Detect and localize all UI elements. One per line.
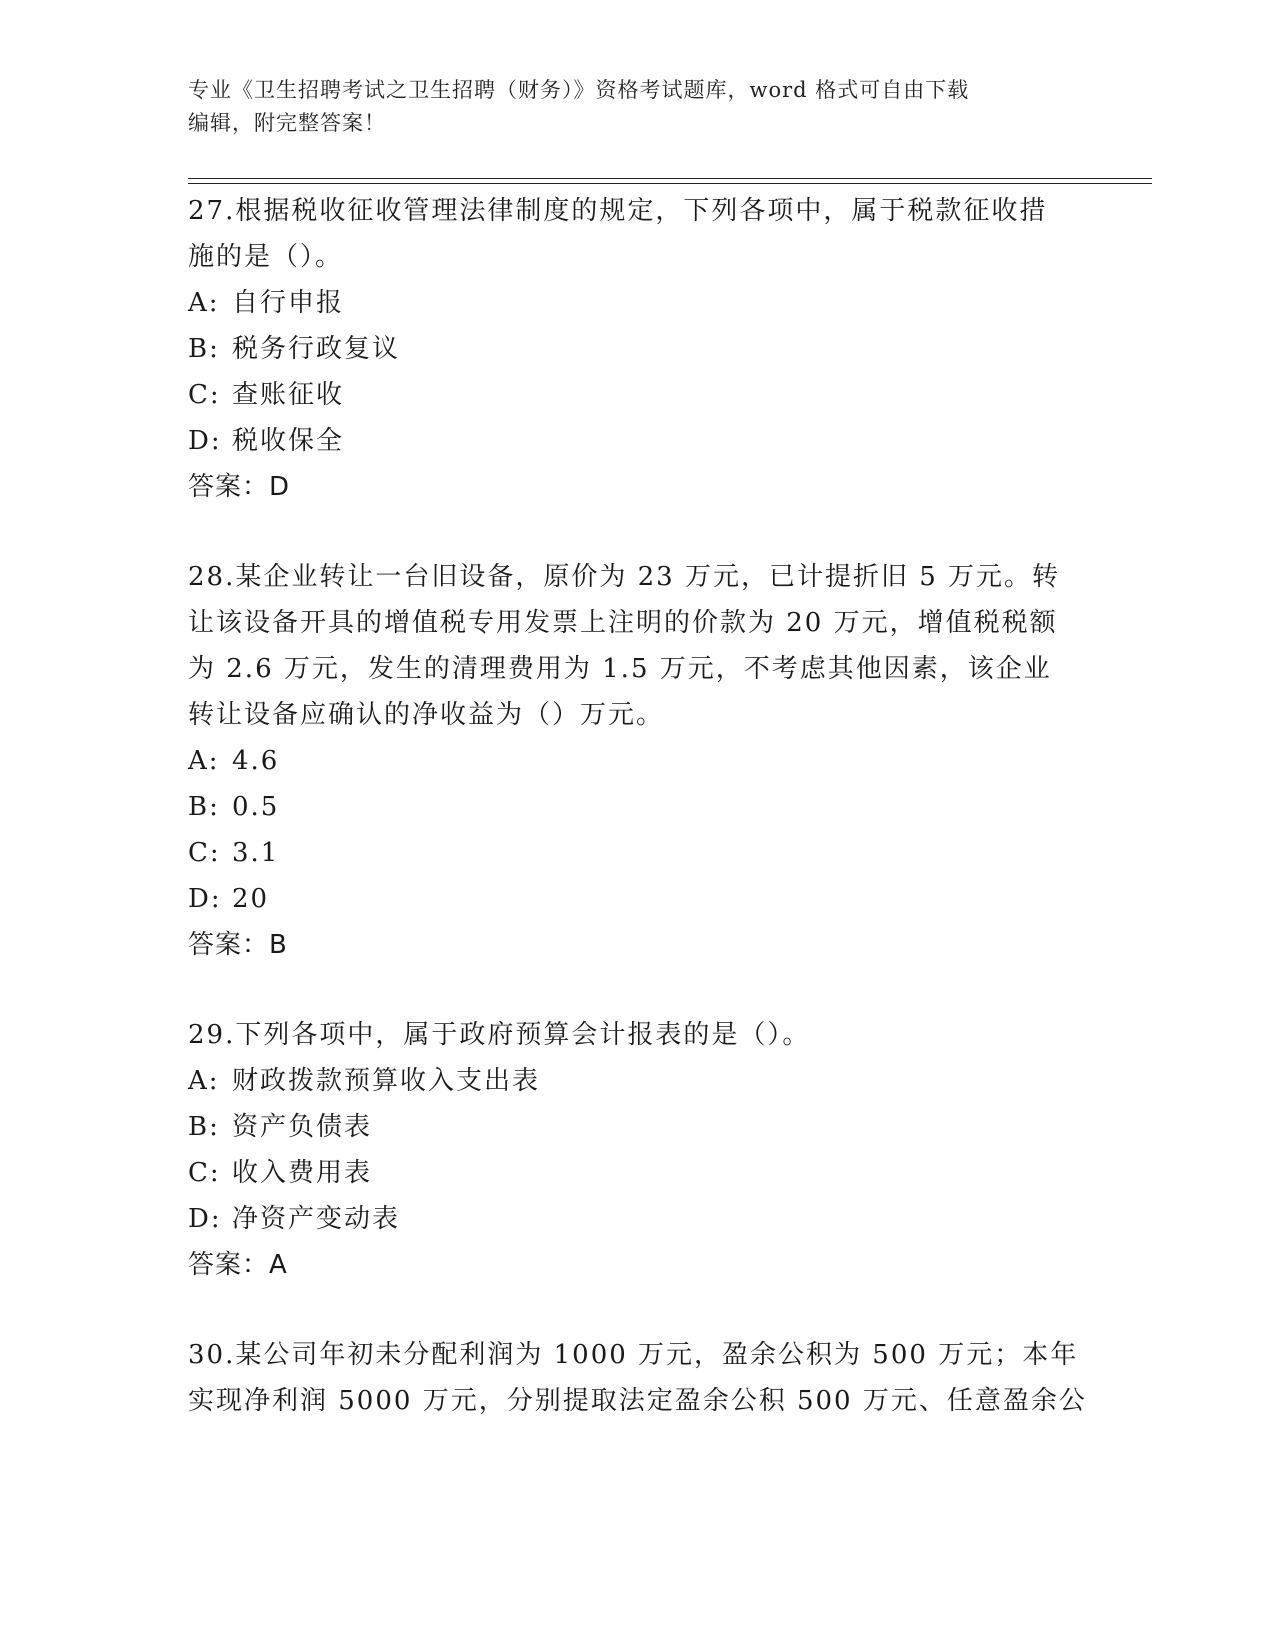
option-text: 4.6 bbox=[232, 746, 280, 776]
option-label: C: bbox=[188, 838, 221, 868]
answer: 答案：B bbox=[188, 930, 288, 960]
question-29 bbox=[188, 1012, 1088, 1288]
option-label: C: bbox=[188, 1158, 221, 1188]
option-label: B: bbox=[188, 334, 220, 364]
option-label: A: bbox=[188, 1066, 220, 1096]
question-text-line: 为 2.6 万元，发生的清理费用为 1.5 万元，不考虑其他因素，该企业 bbox=[188, 654, 1052, 684]
option-label: D: bbox=[188, 884, 222, 914]
option-label: C: bbox=[188, 380, 221, 410]
spacer bbox=[188, 510, 1088, 554]
option-text: 3.1 bbox=[232, 838, 280, 868]
option-text: 财政拨款预算收入支出表 bbox=[232, 1066, 541, 1096]
spacer bbox=[188, 1288, 1088, 1332]
option-text: 收入费用表 bbox=[232, 1158, 373, 1188]
question-30 bbox=[188, 1332, 1088, 1424]
question-text-line: 实现净利润 5000 万元，分别提取法定盈余公积 500 万元、任意盈余公 bbox=[188, 1386, 1087, 1416]
header-rule-bottom bbox=[188, 183, 1152, 184]
option-label: A: bbox=[188, 746, 220, 776]
option-a bbox=[188, 280, 1088, 326]
question-text-line: 施的是（）。 bbox=[188, 242, 344, 272]
question-text-line: 让该设备开具的增值税专用发票上注明的价款为 20 万元，增值税税额 bbox=[188, 608, 1058, 638]
option-text: 0.5 bbox=[232, 792, 280, 822]
option-c bbox=[188, 372, 1088, 418]
option-b bbox=[188, 326, 1088, 372]
option-text: 净资产变动表 bbox=[232, 1204, 401, 1234]
question-text-line: 27.根据税收征收管理法律制度的规定，下列各项中，属于税款征收措 bbox=[188, 196, 1048, 226]
option-label: A: bbox=[188, 288, 220, 318]
question-text-line: 28.某企业转让一台旧设备，原价为 23 万元，已计提折旧 5 万元。转 bbox=[188, 562, 1061, 592]
option-label: D: bbox=[188, 1204, 222, 1234]
option-a bbox=[188, 738, 1088, 784]
option-label: B: bbox=[188, 1112, 220, 1142]
option-d bbox=[188, 876, 1088, 922]
header-line-1: 专业《卫生招聘考试之卫生招聘（财务）》资格考试题库，word 格式可自由下载 bbox=[188, 78, 970, 102]
option-label: D: bbox=[188, 426, 222, 456]
option-text: 税务行政复议 bbox=[232, 334, 401, 364]
option-c bbox=[188, 1150, 1088, 1196]
option-d bbox=[188, 1196, 1088, 1242]
option-label: B: bbox=[188, 792, 220, 822]
header-line-2: 编辑，附完整答案！ bbox=[188, 111, 386, 135]
option-text: 20 bbox=[232, 884, 270, 914]
option-text: 税收保全 bbox=[232, 426, 345, 456]
answer: 答案：A bbox=[188, 1250, 288, 1280]
option-text: 资产负债表 bbox=[232, 1112, 373, 1142]
page-header bbox=[188, 74, 1068, 140]
option-d bbox=[188, 418, 1088, 464]
question-27 bbox=[188, 188, 1088, 510]
answer: 答案：D bbox=[188, 472, 291, 502]
option-c bbox=[188, 830, 1088, 876]
header-rule-top bbox=[188, 178, 1152, 179]
question-text-line: 转让设备应确认的净收益为（）万元。 bbox=[188, 700, 665, 730]
option-text: 自行申报 bbox=[232, 288, 345, 318]
question-text-line: 29.下列各项中，属于政府预算会计报表的是（）。 bbox=[188, 1020, 811, 1050]
option-a bbox=[188, 1058, 1088, 1104]
spacer bbox=[188, 968, 1088, 1012]
option-b bbox=[188, 784, 1088, 830]
question-list bbox=[188, 188, 1088, 1424]
question-28 bbox=[188, 554, 1088, 968]
option-text: 查账征收 bbox=[232, 380, 345, 410]
question-text-line: 30.某公司年初未分配利润为 1000 万元，盈余公积为 500 万元；本年 bbox=[188, 1340, 1079, 1370]
option-b bbox=[188, 1104, 1088, 1150]
